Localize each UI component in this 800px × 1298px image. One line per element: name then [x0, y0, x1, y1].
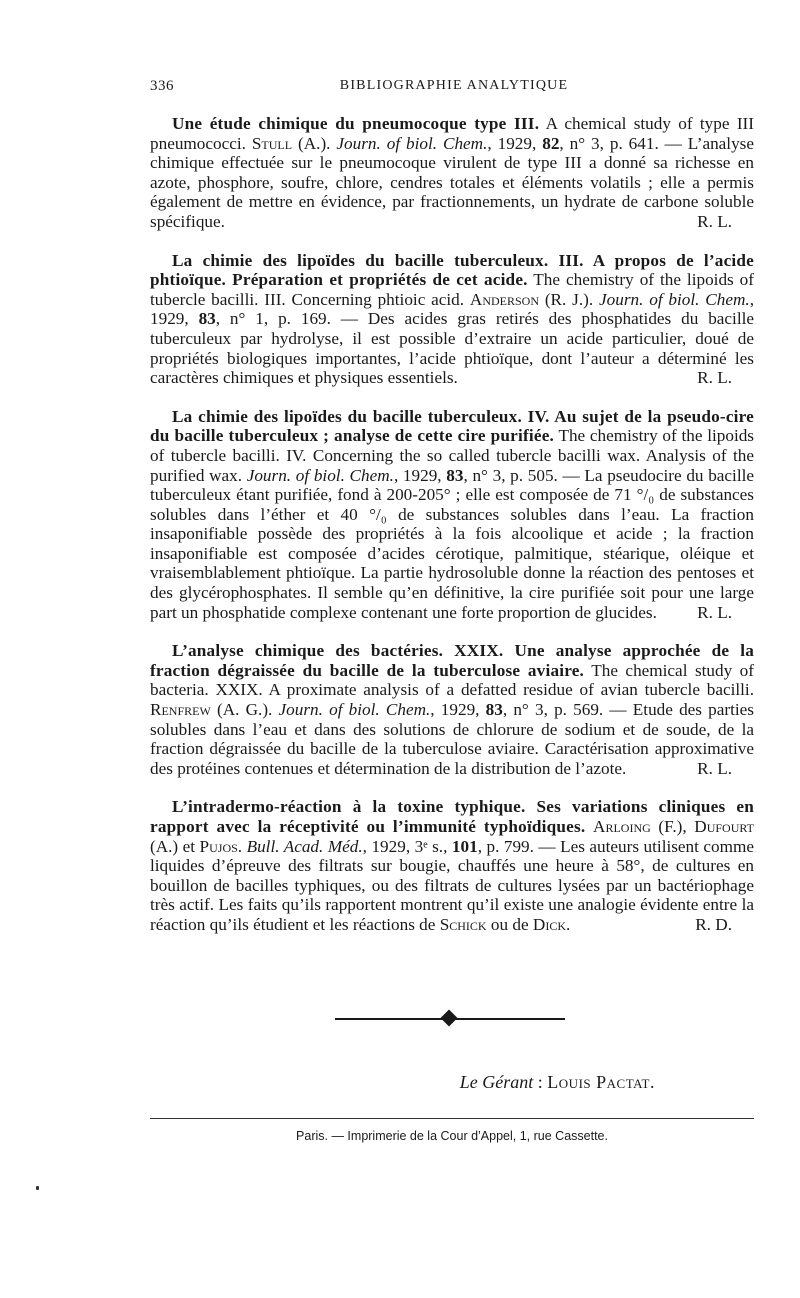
entry-year: , 1929, — [150, 289, 754, 329]
entry-abstract: , n° 3, p. 505. — La pseudocire du bacille tuberculeux étant purifiée, fond à 200-205° ; elle est composée de 71 °/₀ de substances solubles dans l’éther et 40 °/₀ de substances solubles dans l’eau. La fraction insaponifiable possède des propriétés à la fois alcoolique et acide ; la fraction insaponifiable est composée d’acides cérotique, palmitique, stéarique, oléique et vraisemblablement phtioïque. La partie hydrosoluble donne la réaction des pentoses et des glycérophosphates. Il semble qu’en définitive, la cire purifiée soit pour une large part un phosphatide complexe contenant une forte proportion de glucides. — [150, 465, 754, 622]
entry-author: Arloing — [593, 817, 651, 836]
entry-author: Anderson — [469, 289, 539, 309]
entry-abstract: , n° 1, p. 169. — Des acides gras retirés des phosphatides du bacille tuberculeux par hydrolyse, il est possible d’extraire un acide particulier, doué de propriétés biologiques importantes, l’acide phtioïque, dont l’auteur a déterminé les caractères chimiques et physiques essentiels. — [150, 309, 754, 388]
running-title: BIBLIOGRAPHIE ANALYTIQUE — [339, 78, 569, 93]
entry-abstract-end: . — [566, 914, 571, 934]
entry-year: , 1929, 3ᵉ s., — [362, 836, 452, 856]
printer-imprint: Paris. — Imprimerie de la Cour d’Appel, 1, rue Cassette. — [150, 1118, 754, 1143]
entry-author-3-sep: . — [237, 836, 247, 856]
entry-volume: 82 — [542, 133, 560, 153]
entry-signature: R. L. — [697, 758, 732, 778]
entry-english-title: The chemistry of the lipoids of tubercle bacilli. IV. Concerning the so called tubercle bacilli wax. Analysis of the purified wax. — [150, 426, 754, 485]
gerant-name: Louis Pactat. — [547, 1072, 655, 1092]
entry-journal: Bull. Acad. Méd. — [246, 836, 363, 856]
entry-title: L’intradermo-réaction à la toxine typhique. Ses variations cliniques en rapport avec la réceptivité ou l’immunité typhoïdiques. — [150, 797, 754, 836]
entry-journal: Journ. of biol. Chem. — [246, 465, 394, 485]
bibliography-entry-1 — [150, 114, 754, 232]
entry-author: Renfrew — [150, 700, 211, 720]
gerant-label: Le Gérant — [459, 1072, 534, 1092]
entry-author-initials: (R. J.). — [539, 289, 599, 309]
entry-signature: R. L. — [697, 368, 732, 388]
bibliography-entry-5 — [150, 797, 754, 934]
diamond-ornament-icon — [441, 1010, 458, 1027]
entry-journal: Journ. of biol. Chem. — [599, 289, 750, 309]
bibliography-entries — [150, 114, 754, 954]
entry-abstract: , p. 799. — Les auteurs utilisent comme liquides d’épreuve des filtrats sur bougie, chauffés une heure à 58°, de cultures en bouillon de bacilles typhiques, ou des filtrats de cultures lysées par un bactériophage très actif. Les faits qu’ils rapportent montrent qu’il existe une analogie évidente entre la réaction qu’ils étudient et les réactions de — [150, 836, 755, 934]
entry-spacer — [585, 817, 593, 836]
entry-volume: 83 — [198, 309, 216, 329]
entry-english-title: The chemical study of bacteria. XXIX. A proximate analysis of a defatted residue of avian tubercle bacilli. — [150, 660, 754, 700]
entry-author-initials: (F.), — [650, 817, 695, 836]
bibliography-entry-4 — [150, 641, 754, 778]
entry-signature: R. L. — [697, 211, 732, 231]
bibliography-entry-3 — [150, 407, 754, 623]
entry-abstract-cont: ou de — [486, 914, 533, 934]
entry-author-initials: (A. G.). — [210, 700, 279, 720]
print-speck — [36, 1186, 39, 1190]
entry-english-title: The chemistry of the lipoids of tubercle bacilli. III. Concerning phtioic acid. — [150, 270, 754, 309]
entry-title: L’analyse chimique des bactéries. XXIX. Une analyse approchée de la fraction dégraissée du bacille de la tuberculose aviaire. — [150, 641, 754, 680]
entry-author: Stull — [251, 133, 293, 153]
entry-english-title: A chemical study of type III pneumococci. — [150, 114, 754, 153]
entry-title: La chimie des lipoïdes du bacille tuberculeux. IV. Au sujet de la pseudo-cire du bacille tuberculeux ; analyse de cette cire purifiée. — [150, 406, 754, 446]
entry-volume: 83 — [485, 700, 503, 720]
entry-volume: 83 — [446, 465, 464, 485]
page-number: 336 — [150, 78, 174, 94]
entry-journal: Journ. of biol. Chem. — [278, 700, 431, 720]
entry-year: , 1929, — [487, 133, 543, 153]
entry-abstract: , n° 3, p. 569. — Etude des parties solubles dans l’eau et dans des solutions de chlorure de sodium et de soude, de la fraction dégraissée du bacille de la tuberculose aviaire. Caractérisation approximative des protéines contenues et détermination de la distribution de l’azote. — [150, 700, 754, 778]
gerant-line — [150, 1072, 655, 1093]
entry-author-2: Dufourt — [694, 817, 754, 836]
entry-title: La chimie des lipoïdes du bacille tuberculeux. III. A propos de l’acide phtioïque. Préparation et propriétés de cet acide. — [150, 250, 754, 290]
gerant-separator: : — [533, 1072, 548, 1092]
entry-signature: R. L. — [697, 602, 732, 622]
entry-abstract: , n° 3, p. 641. — L’analyse chimique effectuée sur le pneumocoque virulent de type III a donné sa richesse en azote, phosphore, soufre, chlore, cendres totales et éléments volatils ; elle a permis également de mettre en évidence, par fractionnements, un hydrate de carbone soluble spécifique. — [150, 133, 754, 231]
entry-author-initials: (A.). — [292, 133, 337, 153]
entry-journal: Journ. of biol. Chem. — [336, 133, 488, 153]
entry-title: Une étude chimique du pneumocoque type III. — [172, 114, 540, 133]
entry-author-2-initials: (A.) et — [150, 836, 200, 856]
entry-year: , 1929, — [430, 700, 486, 720]
entry-volume: 101 — [451, 836, 478, 856]
entry-signature: R. D. — [695, 914, 732, 934]
bibliography-entry-2 — [150, 251, 754, 388]
entry-reference-schick: Schick — [439, 914, 487, 934]
entry-year: , 1929, — [393, 465, 447, 485]
entry-author-3: Pujos — [199, 836, 238, 856]
entry-reference-dick: Dick — [532, 914, 567, 934]
